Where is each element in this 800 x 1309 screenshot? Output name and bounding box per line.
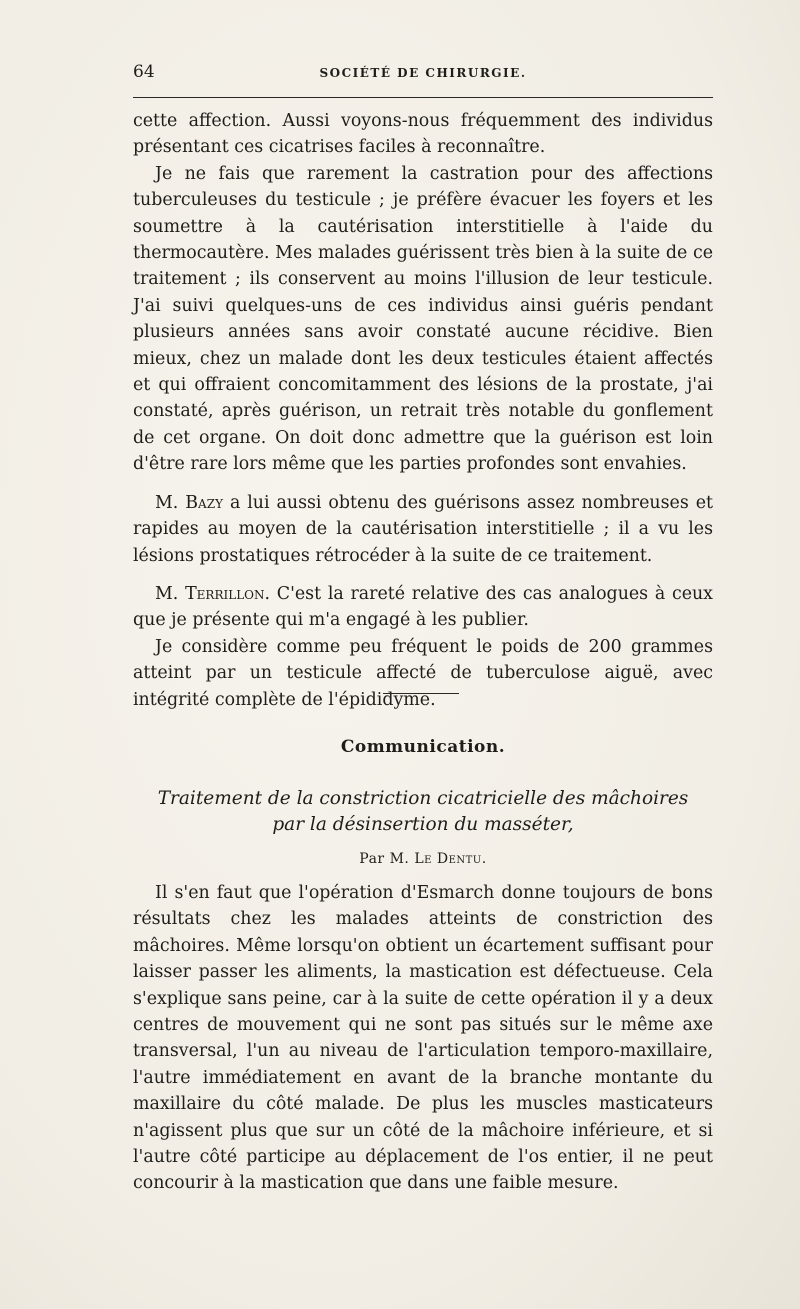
paragraph-castration: Je ne fais que rarement la castration pour des affections tuberculeuses du testicule ; je préfère évacuer les foyers et les soumettre à la cautérisation interstitielle à l'aide du thermocautère. Mes malades guérissent très bien à la suite de ce traitement ; ils conservent au moins l'illusion de leur testicule. J'ai suivi quelques-uns de ces individus ainsi guéris pendant plusieurs années sans avoir constaté aucune récidive. Bien mieux, chez un malade dont les deux testicules étaient affectés et qui offraient concomitamment des lésions de la prostate, j'ai constaté, après guérison, un retrait très notable du gonflement de cet organe. On doit donc admettre que la guérison est loin d'être rare lors même que les parties profondes sont envahies. bbox=[133, 163, 713, 475]
byline-suffix: . bbox=[481, 851, 487, 867]
page-number: 64 bbox=[133, 62, 155, 82]
paragraph-terrillon bbox=[133, 581, 713, 634]
speaker-text: a lui aussi obtenu des guérisons assez nombreuses et rapides au moyen de la cautérisation interstitielle ; il a vu les lésions prostatiques rétrocéder à la suite de ce traitement. bbox=[133, 492, 713, 566]
article-paragraph: Il s'en faut que l'opération d'Esmarch donne toujours de bons résultats chez les malades atteints de constriction des mâchoires. Même lorsqu'on obtient un écartement suffisant pour laisser passer les aliments, la mastication est défectueuse. Cela s'explique sans peine, car à la suite de cette opération il y a deux centres de mouvement qui ne sont pas situés sur le même axe transversal, l'un au niveau de l'articulation temporo-maxillaire, l'autre immédiatement en avant de la branche montante du maxillaire du côté malade. De plus les muscles masticateurs n'agissent plus que sur un côté de la mâchoire inférieure, et si l'autre côté participe au déplacement de l'os entier, il ne peut concourir à la mastication que dans une faible mesure. bbox=[133, 883, 713, 1194]
byline-author: Le Dentu bbox=[414, 851, 482, 867]
discussion-body bbox=[133, 108, 713, 713]
running-title: SOCIÉTÉ DE CHIRURGIE. bbox=[319, 66, 527, 80]
paragraph-terrillon-followup: Je considère comme peu fréquent le poids de 200 grammes atteint par un testicule affecté de tuberculose aiguë, avec intégrité complète de l'épididyme. bbox=[133, 636, 713, 710]
article-body bbox=[133, 880, 713, 1197]
speaker-name: Bazy bbox=[185, 492, 223, 513]
section-heading: Communication. bbox=[340, 737, 506, 757]
speaker-name: Terrillon bbox=[185, 583, 265, 604]
section-separator bbox=[383, 693, 459, 694]
article-title-line: par la désinsertion du masséter, bbox=[272, 814, 574, 835]
article-byline bbox=[133, 851, 713, 867]
page-header bbox=[133, 62, 713, 86]
article-title bbox=[133, 786, 713, 838]
paragraph-continuation: cette affection. Aussi voyons-nous fréquemment des individus présentant ces cicatrises faciles à reconnaître. bbox=[133, 111, 713, 158]
paragraph-bazy bbox=[133, 490, 713, 569]
speaker-text: . C'est la rareté relative des cas analogues à ceux que je présente qui m'a engagé à les publier. bbox=[133, 583, 713, 631]
header-rule bbox=[133, 97, 713, 98]
article-title-line: Traitement de la constriction cicatricielle des mâchoires bbox=[157, 788, 689, 809]
speaker-prefix: M. bbox=[155, 492, 186, 513]
speaker-prefix: M. bbox=[155, 583, 186, 604]
byline-prefix: Par M. bbox=[359, 851, 415, 867]
